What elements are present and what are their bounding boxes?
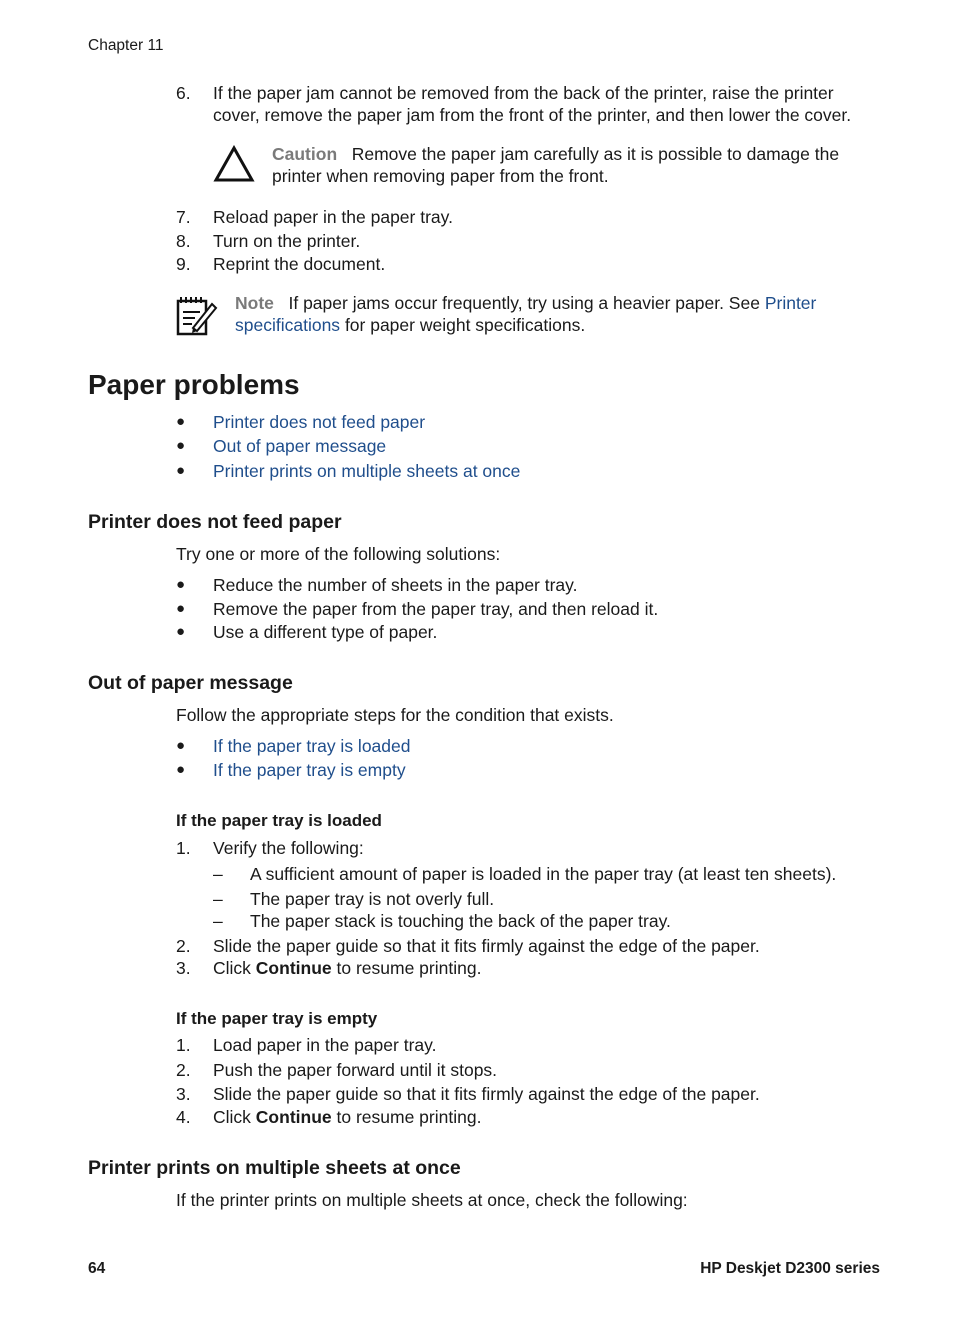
bullet: ● — [176, 437, 186, 454]
list-item: Reduce the number of sheets in the paper tray. — [213, 575, 578, 595]
printer-specifications-link[interactable]: specifications — [235, 315, 341, 335]
caution-line-1 — [272, 143, 839, 165]
intro-text: Follow the appropriate steps for the condition that exists. — [176, 705, 614, 725]
link-paper-tray-loaded[interactable]: If the paper tray is loaded — [213, 736, 411, 756]
step-text-part: Click — [213, 1107, 251, 1127]
step-text: Slide the paper guide so that it fits firmly against the edge of the paper. — [213, 1084, 760, 1104]
minor-heading: If the paper tray is loaded — [176, 811, 382, 830]
step-text-part: Click — [213, 958, 251, 978]
note-line-1 — [235, 292, 816, 314]
step-number: 6. — [176, 83, 191, 103]
bullet: ● — [176, 623, 186, 640]
dash: – — [213, 864, 223, 884]
warning-triangle-icon — [213, 145, 255, 183]
intro-text: Try one or more of the following solutions: — [176, 544, 501, 564]
subsection-title: Printer does not feed paper — [88, 511, 342, 533]
caution-text: Remove the paper jam carefully as it is possible to damage the — [351, 144, 840, 164]
link-paper-tray-empty[interactable]: If the paper tray is empty — [213, 760, 406, 780]
step-number: 2. — [176, 936, 191, 956]
continue-term: Continue — [255, 1107, 332, 1127]
bullet: ● — [176, 761, 186, 778]
list-item: Remove the paper from the paper tray, and then reload it. — [213, 599, 659, 619]
continue-term: Continue — [255, 958, 332, 978]
step-number: 3. — [176, 958, 191, 978]
sub-item: The paper tray is not overly full. — [250, 889, 495, 909]
caution-line-2: printer when removing paper from the front. — [272, 166, 609, 186]
step-text-part: to resume printing. — [336, 1107, 482, 1127]
step-number: 3. — [176, 1084, 191, 1104]
step-number: 1. — [176, 838, 191, 858]
note-label: Note — [235, 293, 274, 313]
section-title: Paper problems — [88, 369, 300, 400]
note-line-2 — [235, 314, 585, 336]
bullet: ● — [176, 737, 186, 754]
step-text: Load paper in the paper tray. — [213, 1035, 437, 1055]
intro-text: If the printer prints on multiple sheets at once, check the following: — [176, 1190, 688, 1210]
step-number: 7. — [176, 207, 191, 227]
chapter-header: Chapter 11 — [88, 37, 164, 54]
subsection-title: Out of paper message — [88, 672, 293, 694]
step-text: Reprint the document. — [213, 254, 386, 274]
page-number: 64 — [88, 1260, 106, 1277]
step-text: Slide the paper guide so that it fits firmly against the edge of the paper. — [213, 936, 760, 956]
step-number: 2. — [176, 1060, 191, 1080]
minor-heading: If the paper tray is empty — [176, 1009, 378, 1028]
list-item: Use a different type of paper. — [213, 622, 438, 642]
notepad-icon — [175, 294, 219, 338]
step-text: cover, remove the paper jam from the front of the printer, and then lower the cover. — [213, 105, 852, 125]
step-number: 9. — [176, 254, 191, 274]
product-name: HP Deskjet D2300 series — [700, 1260, 880, 1277]
link-out-of-paper-message[interactable]: Out of paper message — [213, 436, 387, 456]
link-printer-prints-multiple-sheets[interactable]: Printer prints on multiple sheets at once — [213, 461, 521, 481]
step-number: 8. — [176, 231, 191, 251]
bullet: ● — [176, 413, 186, 430]
dash: – — [213, 911, 223, 931]
dash: – — [213, 889, 223, 909]
step-text — [213, 1106, 481, 1128]
sub-item: The paper stack is touching the back of the paper tray. — [250, 911, 671, 931]
bullet: ● — [176, 600, 186, 617]
step-text: Turn on the printer. — [213, 231, 361, 251]
note-text: for paper weight specifications. — [344, 315, 586, 335]
step-text: Reload paper in the paper tray. — [213, 207, 453, 227]
step-number: 4. — [176, 1107, 191, 1127]
printer-specifications-link[interactable]: Printer — [764, 293, 817, 313]
link-printer-does-not-feed-paper[interactable]: Printer does not feed paper — [213, 412, 426, 432]
caution-label: Caution — [272, 144, 338, 164]
note-text: If paper jams occur frequently, try using a heavier paper. See — [288, 293, 760, 313]
step-text — [213, 957, 481, 979]
step-text: Verify the following: — [213, 838, 364, 858]
step-number: 1. — [176, 1035, 191, 1055]
step-text-part: to resume printing. — [336, 958, 482, 978]
bullet: ● — [176, 462, 186, 479]
subsection-title: Printer prints on multiple sheets at once — [88, 1157, 461, 1179]
bullet: ● — [176, 576, 186, 593]
step-text: If the paper jam cannot be removed from the back of the printer, raise the printer — [213, 83, 834, 103]
step-text: Push the paper forward until it stops. — [213, 1060, 498, 1080]
sub-item: A sufficient amount of paper is loaded in the paper tray (at least ten sheets). — [250, 864, 837, 884]
